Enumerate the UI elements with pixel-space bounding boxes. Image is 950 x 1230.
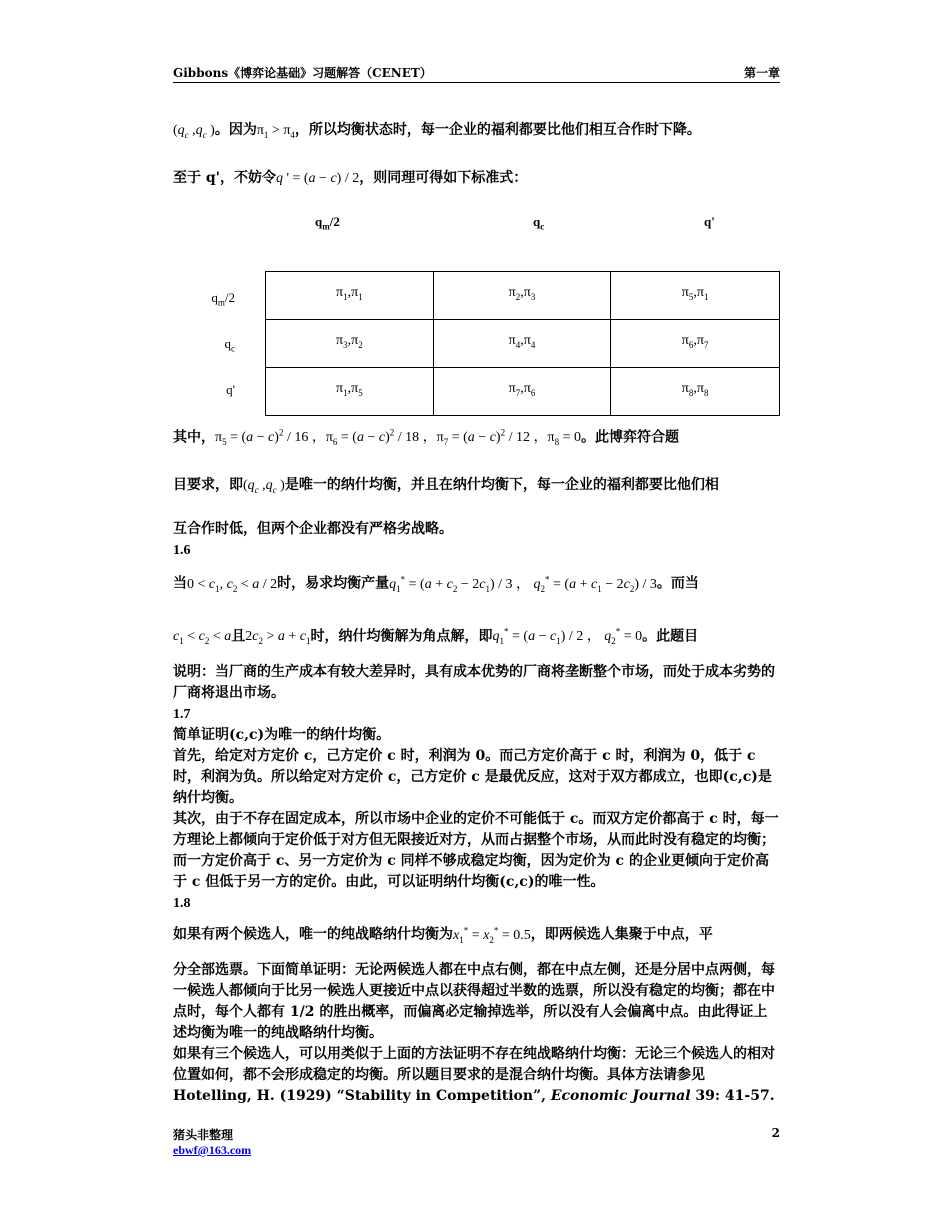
paragraph-14: 如果有三个候选人，可以用类似于上面的方法证明不存在纯战略纳什均衡：无论三个候选人的相对位置如何，都不会形成稳定的均衡。所以题目要求的是混合纳什均衡。具体方法请参见 Hotelling, H. (1929) “Stability in Competition”, Economic Journal 39: 41-57. (173, 1046, 775, 1105)
row-label-qprime: q' (226, 381, 235, 397)
paragraph-3: 其中，$\pi_5 = (a - c)^2 / 16$ ，$\pi_6 = (a - c)^2 / 18$ ，$\pi_7 = (a - c)^2 / 12$ ，$\pi_8 = 0$。此博弈符合题 (173, 427, 679, 448)
payoff-cell: $\pi_5,\pi_1$ (611, 271, 780, 319)
payoff-cell: $\pi_3,\pi_2$ (266, 319, 434, 367)
payoff-cell: $\pi_6,\pi_7$ (611, 319, 780, 367)
col-header-qprime: q' (704, 213, 715, 229)
page-footer (173, 1126, 780, 1158)
payoff-cell: $\pi_2,\pi_3$ (433, 271, 610, 319)
game-column-headers (173, 211, 780, 271)
paragraph-9: 简单证明(c,c)为唯一的纳什均衡。 (173, 726, 391, 743)
math-pi-values: $\pi_5 = (a - c)^2 / 16$ ，$\pi_6 = (a - c)^2 / 18$ ，$\pi_7 = (a - c)^2 / 12$ ，$\pi_8 = 0$ (215, 427, 581, 448)
col-header-qm2: $q_m/2$ (315, 213, 340, 232)
page-content (173, 120, 780, 1107)
page-number: 2 (771, 1126, 780, 1140)
paragraph-6: 当$0 < c_1$, $c_2 < a / 2$时，易求均衡产量$q_1^* = (a + c_2 - 2c_1) / 3$ ， $q_2^* = (a + c_1 - 2c_2) / 3$。而当 (173, 574, 699, 594)
paragraph-1: ($q_c$ $,q_c$ )。因为$\pi_1 > \pi_4$，所以均衡状态时，每一企业的福利都要比他们相互合作时下降。 (173, 122, 701, 140)
paragraph-8: 说明：当厂商的生产成本有较大差异时，具有成本优势的厂商将垄断整个市场，而处于成本劣势的厂商将退出市场。 (173, 663, 775, 701)
paragraph-7: $c_1 < c_2 < a$且$2c_2 > a + c_1$时，纳什均衡解为角点解，即$q_1^* = (a - c_1) / 2$ ， $q_2^* = 0$。此题目 (173, 626, 699, 646)
header-chapter: 第一章 (743, 66, 780, 80)
payoff-cell: $\pi_1,\pi_5$ (266, 367, 434, 415)
section-heading-1-6: 1.6 (173, 543, 191, 559)
math-pi1-gt-pi4: $\pi_1 > \pi_4$ (256, 123, 295, 140)
payoff-cell: $\pi_4,\pi_4$ (433, 319, 610, 367)
section-heading-1-7: 1.7 (173, 706, 191, 722)
paragraph-12: 如果有两个候选人，唯一的纯战略纳什均衡为$x_1^* = x_2^* = 0.5$，即两候选人集聚于中点，平 (173, 924, 713, 945)
table-row (266, 367, 780, 415)
payoff-cell: $\pi_8,\pi_8$ (611, 367, 780, 415)
journal-name: Economic Journal (550, 1088, 691, 1105)
payoff-table (265, 271, 780, 416)
footer-email-link[interactable]: ebwf@163.com (173, 1143, 252, 1157)
row-label-qm2: $q_m/2$ (211, 289, 235, 308)
paragraph-11: 其次，由于不存在固定成本，所以市场中企业的定价不可能低于 c。而双方定价都高于 c 时，每一方理论上都倾向于定价低于对方但无限接近对方，从而占据整个市场，从而此时没有稳定的均衡；而一方定价高于 c、另一方定价为 c 同样不够成稳定均衡，因为定价为 c 的企业更倾向于定价高于 c 但低于另一方的定价。由此，可以证明纳什均衡(c,c)的唯一性。 (173, 810, 779, 890)
footer-author: 猪头非整理 (173, 1128, 234, 1142)
table-row (266, 271, 780, 319)
paragraph-5: 互合作时低，但两个企业都没有严格劣战略。 (173, 521, 453, 538)
payoff-cell: $\pi_7,\pi_6$ (433, 367, 610, 415)
math-qc-pair: ($q_c$ $,q_c$ ) (173, 123, 215, 140)
section-heading-1-8: 1.8 (173, 895, 191, 911)
paragraph-4: 目要求，即($q_c$ $,q_c$ )是唯一的纳什均衡，并且在纳什均衡下，每一企业的福利都要比他们相 (173, 477, 719, 496)
page-header (173, 64, 780, 83)
paragraph-13: 分全部选票。下面简单证明：无论两候选人都在中点右侧，都在中点左侧，还是分居中点两侧，每一候选人都倾向于比另一候选人更接近中点以获得超过半数的选票，所以没有稳定的均衡；都在中点时，每个人都有 1/2 的胜出概率，而偏离必定输掉选举，所以没有人会偏离中点。由此得证上述均衡为唯一的纯战略纳什均衡。 (173, 962, 775, 1042)
table-row (266, 319, 780, 367)
game-matrix (173, 271, 780, 411)
paragraph-10: 首先，给定对方定价 c，己方定价 c 时，利润为 0。而己方定价高于 c 时，利润为 0，低于 c 时，利润为负。所以给定对方定价 c，己方定价 c 是最优反应，这对于双方都成立，也即(c,c)是纳什均衡。 (173, 747, 772, 806)
payoff-cell: $\pi_1,\pi_1$ (266, 271, 434, 319)
paragraph-2: 至于 q'，不妨令q ' = (a − c) / 2，则同理可得如下标准式： (173, 169, 528, 186)
math-qprime-def: q ' = (a − c) / 2 (275, 170, 360, 186)
row-label-qc: $q_c$ (224, 335, 235, 354)
col-header-qc: $q_c$ (533, 213, 545, 232)
header-title: Gibbons《博弈论基础》习题解答（CENET） (173, 66, 432, 80)
